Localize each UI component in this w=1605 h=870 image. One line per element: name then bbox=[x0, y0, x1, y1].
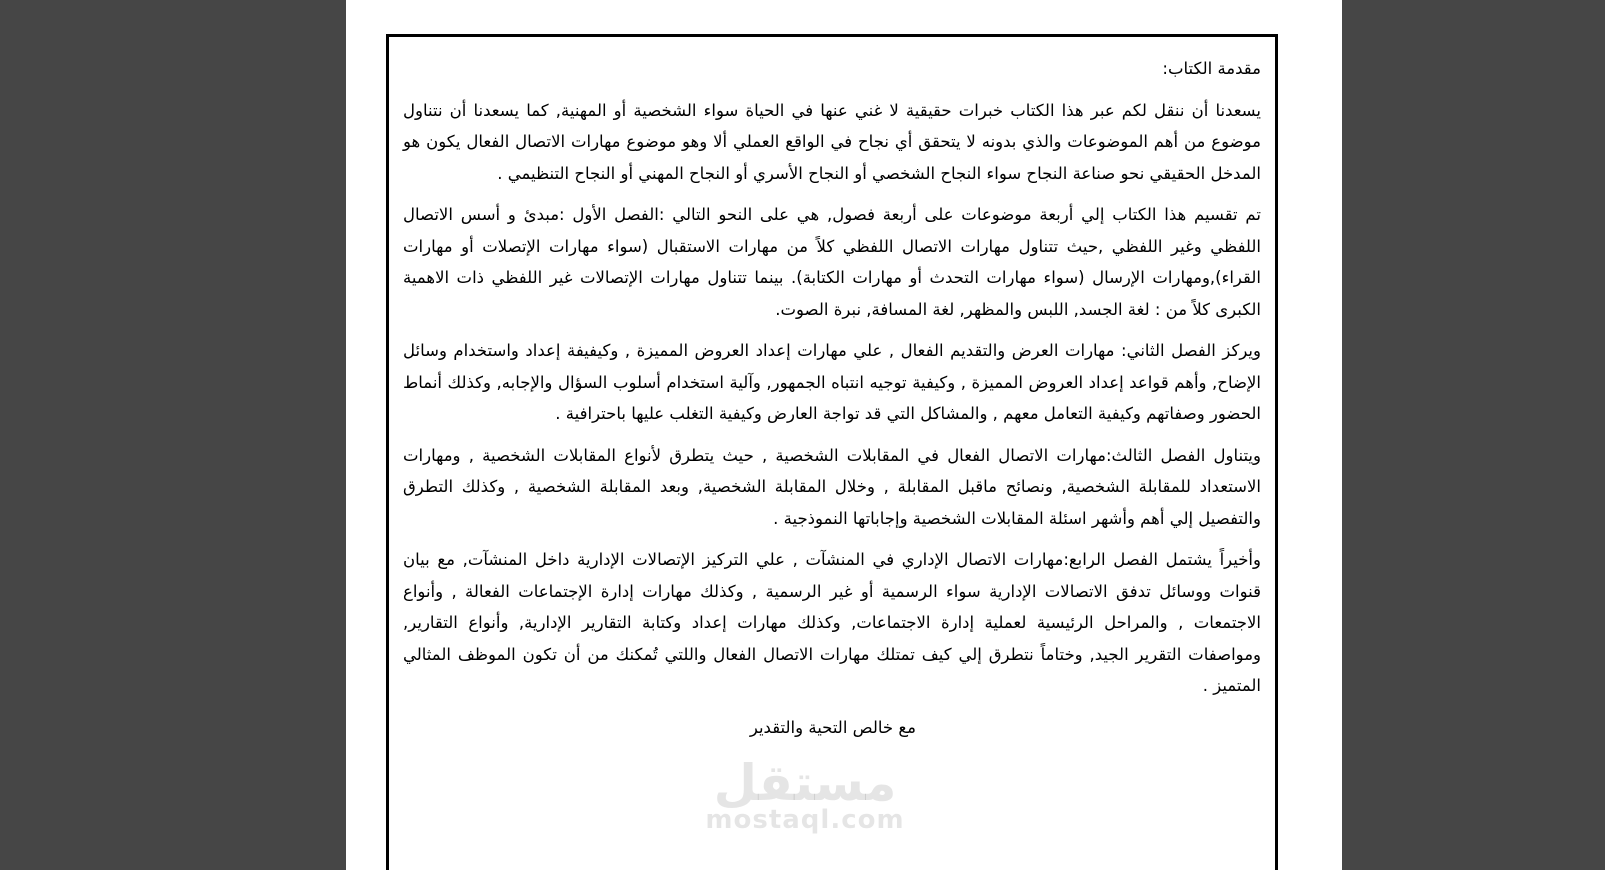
document-page bbox=[346, 0, 1342, 870]
paragraph-chapter-four: وأخيراً يشتمل الفصل الرابع:مهارات الاتصال الإداري في المنشآت , علي التركيز الإتصالات الإدارية داخل المنشآت, مع بيان قنوات ووسائل تدفق الاتصالات الإدارية سواء الرسمية أو غير الرسمية , وكذلك مهارات إدارة الإجتماعات الفعالة , وأنواع الاجتمعات , والمراحل الرئيسية لعملية إدارة الاجتماعات, وكذلك مهارات إعداد وكتابة التقارير الإدارية, وأنواع التقارير, ومواصفات التقرير الجيد, وختاماً نتطرق إلي كيف تمتلك مهارات الاتصال الفعال واللتي تُمكنك من أن تكون الموظف المثالي المتميز . bbox=[403, 550, 1261, 695]
page-border-frame bbox=[386, 34, 1278, 870]
closing-line: مع خالص التحية والتقدير bbox=[749, 717, 916, 737]
document-content bbox=[403, 53, 1261, 743]
paragraph-intro: يسعدنا أن ننقل لكم عبر هذا الكتاب خبرات حقيقية لا غني عنها في الحياة سواء الشخصية أو المهنية, كما يسعدنا أن نتناول موضوع من أهم الموضوعات والذي بدونه لا يتحقق أي نجاح في الواقع العملي ألا وهو موضوع مهارات الاتصال الفعال يكون هو المدخل الحقيقي نحو صناعة النجاح سواء النجاح الشخصي أو النجاح الأسري أو النجاح المهني أو النجاح التنظيمي . bbox=[403, 100, 1261, 183]
document-heading: مقدمة الكتاب: bbox=[1162, 59, 1261, 78]
paragraph-chapter-two: ويركز الفصل الثاني: مهارات العرض والتقديم الفعال , علي مهارات إعداد العروض المميزة , وكيفيفة إعداد واستخدام وسائل الإضاح, وأهم قواعد إعداد العروض المميزة , وكيفية توجيه انتباه الجمهور, وآلية استخدام أسلوب السؤال والإجابه, وكذلك أنماط الحضور وصفاتهم وكيفية التعامل معهم , والمشاكل التي قد تواجة العارض وكيفية التغلب عليها باحترافية . bbox=[403, 341, 1261, 423]
paragraph-chapter-one: تم تقسيم هذا الكتاب إلي أربعة موضوعات على أربعة فصول, هي على النحو التالي :الفصل الأول :مبدئ و أسس الاتصال اللفظي وغير اللفظي ,حيث تتناول مهارات الاتصال اللفظي كلاً من مهارات الاستقبال (سواء مهارات الإتصلات أو مهارات القراء),ومهارات الإرسال (سواء مهارات التحدث أو مهارات الكتابة). بينما تتناول مهارات الإتصالات غير اللفظي ذات الاهمية الكبرى كلاً من : لغة الجسد, اللبس والمظهر, لغة المسافة, نبرة الصوت. bbox=[403, 205, 1261, 319]
paragraph-chapter-three: ويتناول الفصل الثالث:مهارات الاتصال الفعال في المقابلات الشخصية , حيث يتطرق لأنواع المقابلات الشخصية , ومهارات الاستعداد للمقابلة الشخصية, ونصائح ماقبل المقابلة , وخلال المقابلة الشخصية, وبعد المقابلة الشخصية , وكذلك التطرق والتفصيل إلي أهم وأشهر اسئلة المقابلات الشخصية وإجاباتها النموذجية . bbox=[403, 445, 1261, 528]
